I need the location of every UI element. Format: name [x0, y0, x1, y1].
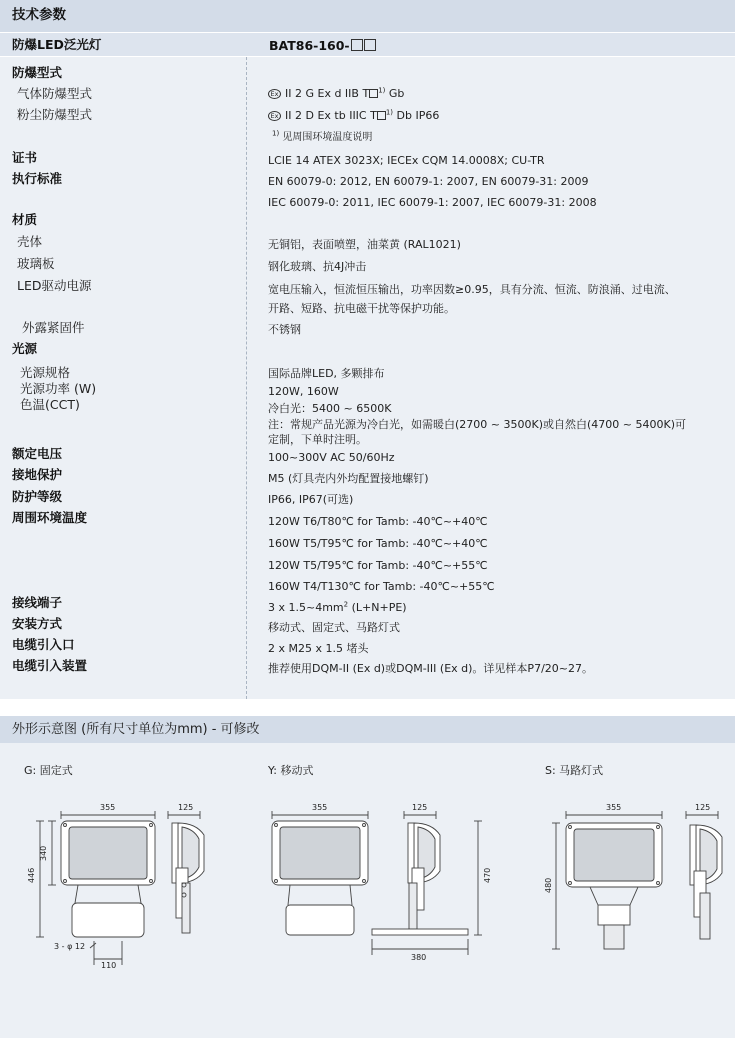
dust-text-post: Db IP66	[396, 109, 440, 122]
gas-sup: 1)	[378, 86, 386, 95]
value-std-1: EN 60079-0: 2012, EN 60079-1: 2007, EN 60079-31: 2009	[268, 175, 589, 188]
terminal-sup: 2	[343, 600, 349, 609]
drawings-header-bar	[0, 716, 735, 743]
product-model-text: BAT86-160-	[269, 38, 350, 53]
label-housing: 壳体	[17, 234, 43, 249]
dim-y-width: 355	[312, 803, 328, 812]
label-light: 光源	[12, 341, 38, 356]
label-cert: 证书	[12, 150, 38, 165]
value-light-spec: 国际品牌LED, 多颗排布	[268, 367, 385, 380]
label-cct: 色温(CCT)	[20, 397, 80, 412]
value-driver-2: 开路、短路、抗电磁干扰等保护功能。	[268, 302, 455, 315]
value-ambient-4: 160W T4/T130℃ for Tamb: -40℃~+55℃	[268, 580, 495, 593]
box-icon	[377, 111, 386, 120]
label-material: 材质	[12, 212, 38, 227]
footnote-text: 见周围环境温度说明	[282, 132, 373, 143]
label-ip: 防护等级	[12, 489, 63, 504]
label-y: Y: 移动式	[268, 764, 314, 777]
label-standard: 执行标准	[12, 171, 63, 186]
dim-g-depth: 125	[178, 803, 194, 812]
label-cable-device: 电缆引入装置	[12, 658, 88, 673]
ex-mark-icon: Ex	[268, 111, 281, 121]
value-cct: 冷白光：5400 ~ 6500K	[268, 402, 392, 415]
label-voltage: 额定电压	[12, 446, 63, 461]
value-voltage: 100~300V AC 50/60Hz	[268, 451, 395, 464]
label-light-spec: 光源规格	[20, 365, 71, 380]
label-driver: LED驱动电源	[17, 278, 92, 293]
label-mount: 安装方式	[12, 616, 63, 631]
dim-y-total-h: 470	[483, 867, 492, 883]
value-housing: 无铜铝，表面喷塑，油菜黄 (RAL1021)	[268, 238, 461, 251]
dim-s-width: 355	[606, 803, 622, 812]
dim-g-total-h: 446	[27, 867, 36, 883]
drawings-title: 外形示意图 (所有尺寸单位为mm) - 可修改	[12, 722, 260, 737]
drawings-svg	[0, 743, 735, 1038]
gas-text-post: Gb	[388, 87, 405, 100]
dust-text: II 2 D Ex tb IIIC T	[285, 109, 377, 122]
value-ambient-2: 160W T5/T95℃ for Tamb: -40℃~+40℃	[268, 537, 488, 550]
dim-g-hole-pitch: 110	[101, 961, 117, 970]
value-fastener: 不锈钢	[268, 323, 301, 336]
dim-s-total-h: 480	[544, 877, 553, 893]
label-glass: 玻璃板	[17, 256, 55, 271]
model-box-icon	[364, 39, 376, 51]
dim-g-width: 355	[100, 803, 116, 812]
dim-g-holes: 3 - φ 12	[54, 942, 86, 951]
value-ground: M5 (灯具壳内外均配置接地螺钉)	[268, 472, 429, 485]
spec-title: 技术参数	[12, 7, 66, 23]
label-fastener: 外露紧固件	[22, 320, 85, 335]
label-dust: 粉尘防爆型式	[17, 107, 93, 122]
value-note-1: 注：常规产品光源为冷白光，如需暖白(2700 ~ 3500K)或自然白(4700 ~ 5400K)可	[268, 418, 686, 431]
value-note-2: 定制，下单时注明。	[268, 433, 367, 446]
product-name: 防爆LED泛光灯	[12, 37, 102, 52]
value-driver-1: 宽电压输入，恒流恒压输出，功率因数≥0.95，具有分流、恒流、防浪涌、过电流、	[268, 283, 676, 296]
value-std-2: IEC 60079-0: 2011, IEC 60079-1: 2007, IEC 60079-31: 2008	[268, 196, 597, 209]
value-dust	[268, 110, 439, 121]
label-ambient: 周围环境温度	[12, 510, 88, 525]
spec-header-bar	[0, 0, 735, 32]
ex-mark-icon: Ex	[268, 89, 281, 99]
label-ex-type: 防爆型式	[12, 65, 63, 80]
terminal-text-post: (L+N+PE)	[348, 601, 407, 614]
product-bar	[0, 33, 735, 56]
drawing-s	[552, 811, 722, 949]
drawing-y	[272, 811, 482, 955]
value-light-power: 120W, 160W	[268, 385, 339, 398]
label-gas: 气体防爆型式	[17, 86, 93, 101]
label-g: G: 固定式	[24, 764, 73, 777]
value-terminal	[268, 602, 407, 613]
column-divider	[246, 57, 247, 699]
value-gas	[268, 88, 404, 99]
gas-text: II 2 G Ex d IIB T	[285, 87, 370, 100]
value-cable-device: 推荐使用DQM-II (Ex d)或DQM-III (Ex d)。详见样本P7/20~27。	[268, 662, 593, 675]
value-mount: 移动式、固定式、马路灯式	[268, 621, 400, 634]
value-ambient-1: 120W T6/T80℃ for Tamb: -40℃~+40℃	[268, 515, 488, 528]
model-box-icon	[351, 39, 363, 51]
label-terminal: 接线端子	[12, 595, 63, 610]
box-icon	[369, 89, 378, 98]
footnote-sup: 1)	[272, 129, 280, 138]
value-ambient-3: 120W T5/T95℃ for Tamb: -40℃~+55℃	[268, 559, 488, 572]
dim-y-base-w: 380	[411, 953, 427, 962]
value-cert: LCIE 14 ATEX 3023X; IECEx CQM 14.0008X; CU-TR	[268, 154, 545, 167]
dust-sup: 1)	[385, 108, 394, 117]
terminal-text: 3 x 1.5~4mm	[268, 601, 344, 614]
product-model	[269, 39, 376, 53]
dim-s-depth: 125	[695, 803, 711, 812]
dim-y-depth: 125	[412, 803, 428, 812]
value-ip: IP66, IP67(可选)	[268, 493, 354, 506]
dim-g-body-h: 340	[39, 845, 48, 861]
value-cable-entry: 2 x M25 x 1.5 堵头	[268, 642, 369, 655]
label-ground: 接地保护	[12, 467, 63, 482]
value-footnote	[272, 129, 373, 143]
value-glass: 钢化玻璃、抗4J冲击	[268, 260, 367, 273]
label-s: S: 马路灯式	[545, 764, 604, 777]
label-light-power: 光源功率 (W)	[20, 381, 97, 396]
label-cable-entry: 电缆引入口	[12, 637, 75, 652]
